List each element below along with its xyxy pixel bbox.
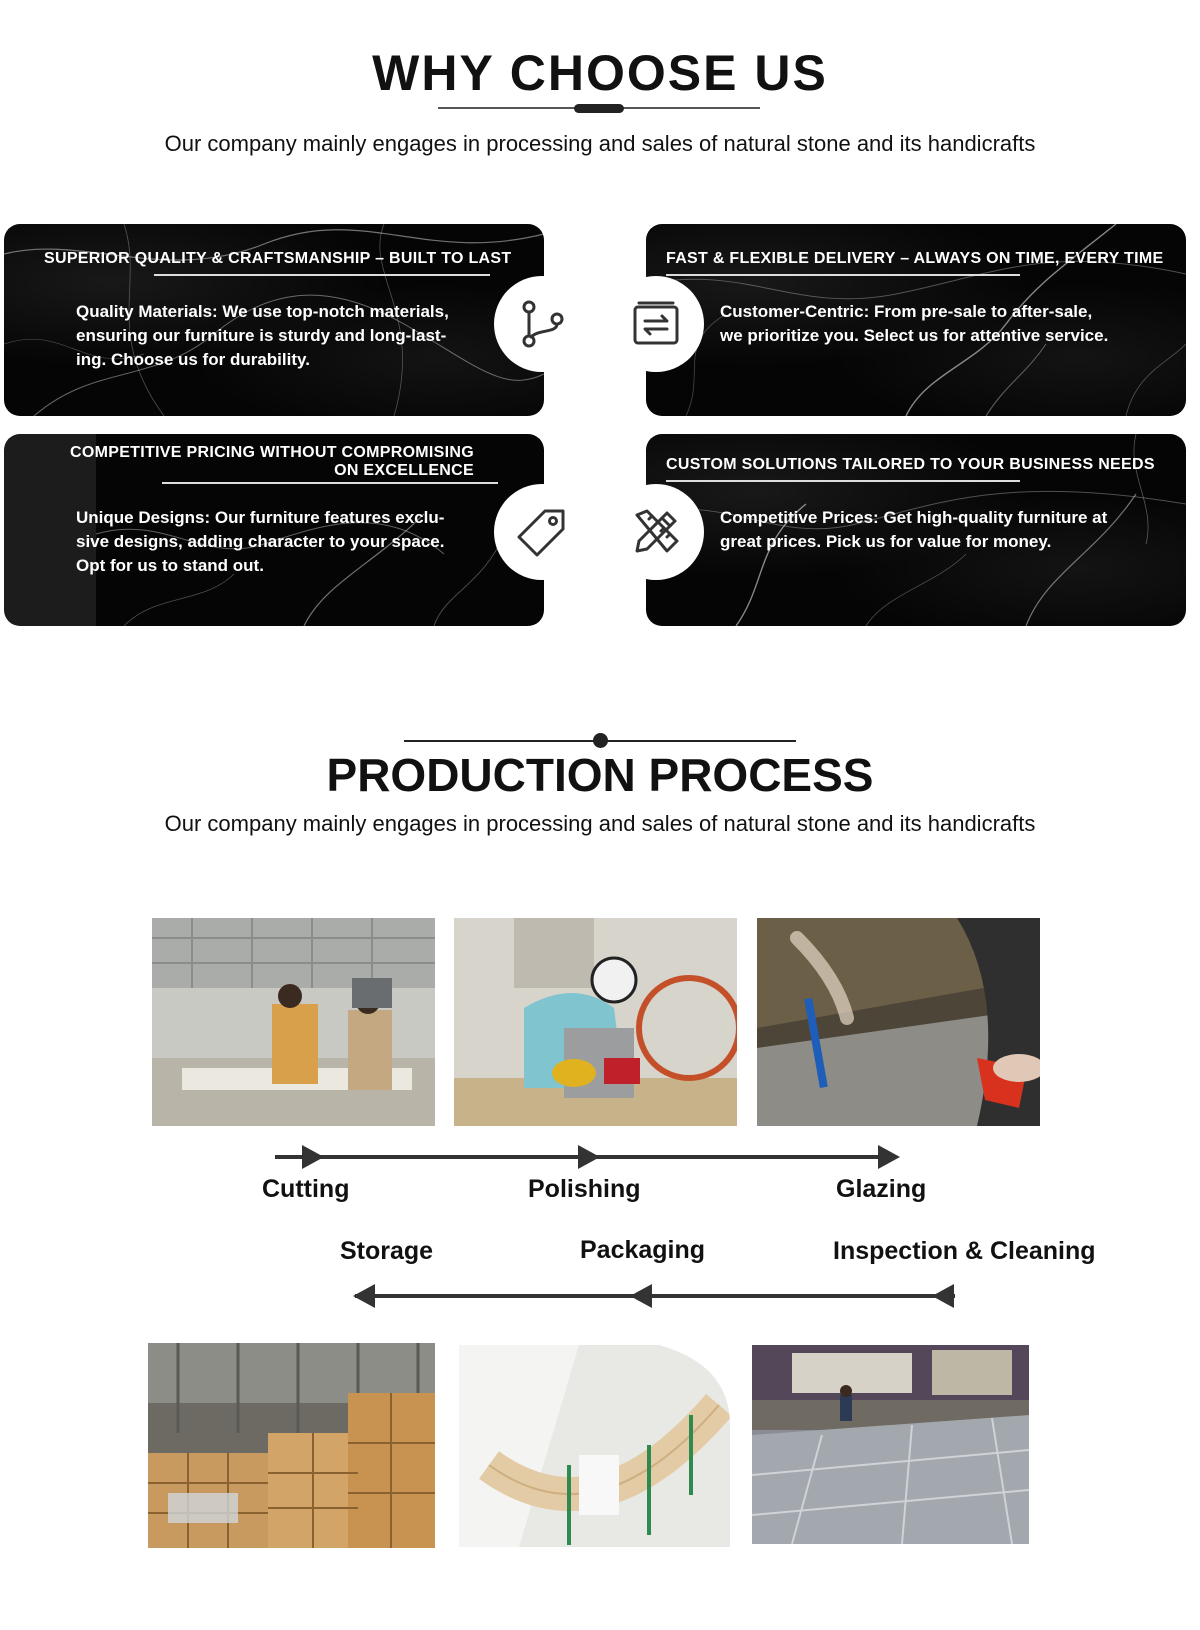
git-branch-icon (515, 297, 569, 351)
process-subtitle: Our company mainly engages in processing and sales of natural stone and its handicrafts (164, 811, 1036, 836)
card-description: Unique Designs: Our furniture features exclu- sive designs, adding character to your space. Opt for us to stand out. (76, 508, 445, 575)
arrow-right-icon (302, 1145, 324, 1169)
photo-polishing (454, 918, 737, 1126)
why-subtitle: Our company mainly engages in processing and sales of natural stone and its handicrafts (164, 131, 1036, 156)
pencil-ruler-icon-badge (608, 484, 704, 580)
exchange-box-icon-badge (608, 276, 704, 372)
photo-inspection-cleaning (752, 1345, 1029, 1544)
photo-storage (148, 1343, 435, 1548)
step-label-inspection-cleaning: Inspection & Cleaning (833, 1237, 1096, 1265)
price-tag-icon (515, 505, 569, 559)
feature-card-custom (646, 434, 1186, 626)
why-choose-us-title: WHY CHOOSE US (372, 45, 828, 101)
process-track-backward (355, 1294, 955, 1298)
exchange-box-icon (629, 297, 683, 351)
git-branch-icon-badge (494, 276, 590, 372)
card-title: SUPERIOR QUALITY & CRAFTSMANSHIP – BUILT TO LAST (44, 250, 512, 267)
step-label-polishing: Polishing (528, 1175, 641, 1203)
card-title-rule (666, 274, 1020, 276)
card-description: Customer-Centric: From pre-sale to after-sale, we prioritize you. Select us for attentive service. (720, 302, 1109, 345)
feature-card-quality (4, 224, 544, 416)
card-title: COMPETITIVE PRICING WITHOUT COMPROMISING ON EXCELLENCE (70, 444, 474, 479)
arrow-left-icon (932, 1284, 954, 1308)
process-divider-dot (593, 733, 608, 748)
step-label-cutting: Cutting (262, 1175, 350, 1203)
feature-card-pricing (4, 434, 544, 626)
production-process-title: PRODUCTION PROCESS (326, 749, 874, 801)
arrow-left-icon (630, 1284, 652, 1308)
card-description: Quality Materials: We use top-notch materials, ensuring our furniture is sturdy and long-last- ing. Choose us for durability. (76, 302, 449, 369)
step-label-packaging: Packaging (580, 1236, 706, 1264)
card-description: Competitive Prices: Get high-quality furniture at great prices. Pick us for value for money. (720, 508, 1108, 551)
arrow-right-icon (578, 1145, 600, 1169)
price-tag-icon-badge (494, 484, 590, 580)
card-title-rule (154, 274, 490, 276)
arrow-left-icon (353, 1284, 375, 1308)
photo-packaging (459, 1345, 730, 1547)
card-title: CUSTOM SOLUTIONS TAILORED TO YOUR BUSINESS NEEDS (666, 456, 1155, 473)
title-divider-pill (574, 104, 624, 113)
card-title-rule (666, 480, 1020, 482)
photo-cutting (152, 918, 435, 1126)
step-label-glazing: Glazing (836, 1175, 927, 1203)
arrow-right-icon (878, 1145, 900, 1169)
card-title-rule (162, 482, 498, 484)
photo-glazing (757, 918, 1040, 1126)
step-label-storage: Storage (340, 1237, 434, 1265)
pencil-ruler-icon (629, 505, 683, 559)
feature-card-delivery (646, 224, 1186, 416)
card-title: FAST & FLEXIBLE DELIVERY – ALWAYS ON TIME, EVERY TIME (666, 250, 1164, 267)
